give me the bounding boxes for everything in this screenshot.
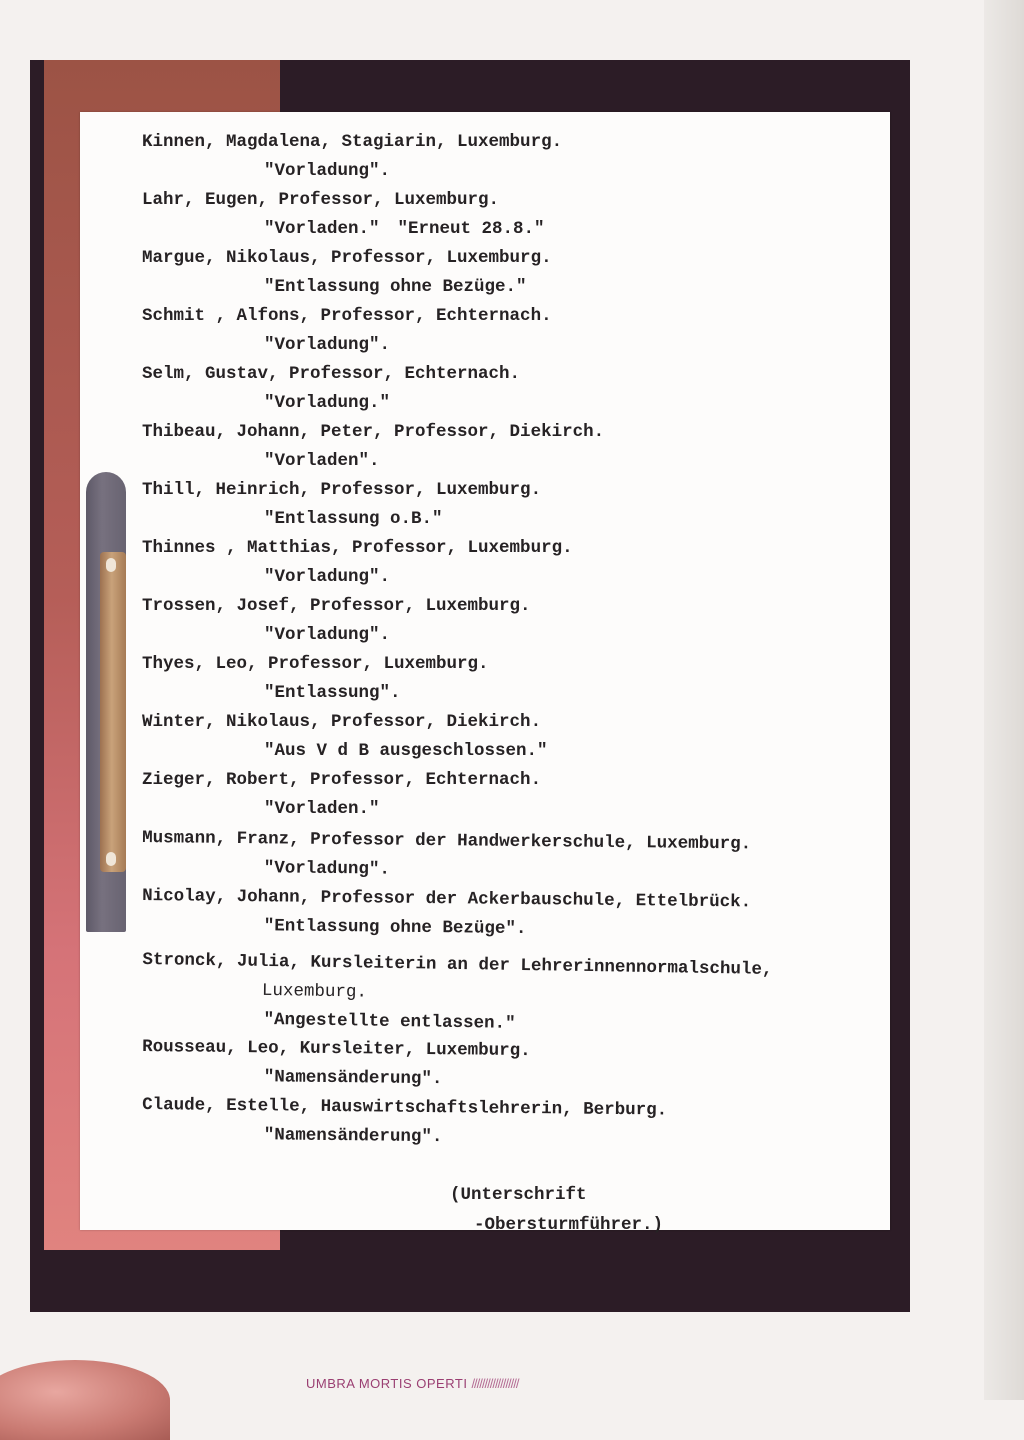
entry-name: Stronck, Julia, Kursleiterin an der Lehrerinnennormalschule, <box>142 950 773 980</box>
entry-name: Thyes, Leo, Professor, Luxemburg. <box>142 654 489 674</box>
entry-status: "Entlassung o.B." <box>264 509 443 529</box>
entry-name: Zieger, Robert, Professor, Echternach. <box>142 770 542 790</box>
list-item <box>141 946 882 1045</box>
hand-thumb <box>0 1360 170 1440</box>
entry-status: "Aus V d B ausgeschlossen." <box>264 741 548 761</box>
entry-status: "Vorladung". <box>264 567 391 587</box>
entry-name: Musmann, Franz, Professor der Handwerkerschule, Luxemburg. <box>142 828 752 855</box>
list-item <box>142 824 883 890</box>
entry-status: "Entlassung ohne Bezüge". <box>263 916 527 940</box>
entry-status: "Vorladen." "Erneut 28.8." <box>264 219 545 239</box>
list-item <box>142 128 882 186</box>
entry-status: "Angestellte entlassen." <box>263 1009 516 1034</box>
entry-name: Lahr, Eugen, Professor, Luxemburg. <box>142 190 500 210</box>
entry-name: Margue, Nikolaus, Professor, Luxemburg. <box>142 248 552 268</box>
entry-name-continuation: Luxemburg. <box>261 980 368 1003</box>
entry-name: Kinnen, Magdalena, Stagiarin, Luxemburg. <box>142 132 563 152</box>
signature-block <box>450 1180 663 1240</box>
entry-name: Nicolay, Johann, Professor der Ackerbauschule, Ettelbrück. <box>142 886 752 913</box>
list-item <box>142 186 882 244</box>
entry-status: "Vorladung". <box>264 161 391 181</box>
signature-line: (Unterschrift <box>450 1185 587 1205</box>
page-edge <box>984 0 1024 1400</box>
list-item <box>142 302 882 360</box>
entry-status: "Entlassung". <box>264 683 401 703</box>
list-item <box>142 418 882 476</box>
entry-status: "Vorladen." <box>264 799 380 819</box>
entry-name: Thibeau, Johann, Peter, Professor, Diekirch. <box>142 422 605 442</box>
entry-status: "Vorladung". <box>264 625 391 645</box>
entry-name: Selm, Gustav, Professor, Echternach. <box>142 364 521 384</box>
list-item <box>142 708 882 766</box>
entry-name: Claude, Estelle, Hauswirtschaftslehrerin, Berburg. <box>142 1095 668 1121</box>
entry-name: Rousseau, Leo, Kursleiter, Luxemburg. <box>142 1037 531 1062</box>
binder-metal-strip <box>100 552 126 872</box>
entry-status: "Namensänderung". <box>263 1125 443 1148</box>
footer-hatch: ////////////////// <box>471 1376 519 1391</box>
entry-status: "Vorladung". <box>264 335 391 355</box>
entry-status: "Vorladung." <box>264 393 391 413</box>
list-item <box>142 766 882 824</box>
list-item <box>142 360 882 418</box>
list-item <box>142 882 883 948</box>
entry-name: Schmit , Alfons, Professor, Echternach. <box>142 306 552 326</box>
list-item <box>142 476 882 534</box>
list-item <box>142 1033 883 1099</box>
document-body <box>142 128 882 1149</box>
entry-name: Thill, Heinrich, Professor, Luxemburg. <box>142 480 542 500</box>
list-item <box>142 650 882 708</box>
entry-status: "Vorladung". <box>263 858 390 880</box>
entry-name: Winter, Nikolaus, Professor, Diekirch. <box>142 712 542 732</box>
entry-status: "Namensänderung". <box>263 1067 443 1090</box>
list-item <box>142 1091 883 1157</box>
list-item <box>142 534 882 592</box>
page-footer <box>306 1376 518 1391</box>
entry-name: Trossen, Josef, Professor, Luxemburg. <box>142 596 531 616</box>
signature-role: -Obersturmführer.) <box>474 1215 664 1235</box>
footer-title: UMBRA MORTIS OPERTI <box>306 1376 468 1391</box>
entry-name: Thinnes , Matthias, Professor, Luxemburg. <box>142 538 573 558</box>
list-item <box>142 592 882 650</box>
list-item <box>142 244 882 302</box>
entry-status: "Entlassung ohne Bezüge." <box>264 277 527 297</box>
entry-status: "Vorladen". <box>264 451 380 471</box>
